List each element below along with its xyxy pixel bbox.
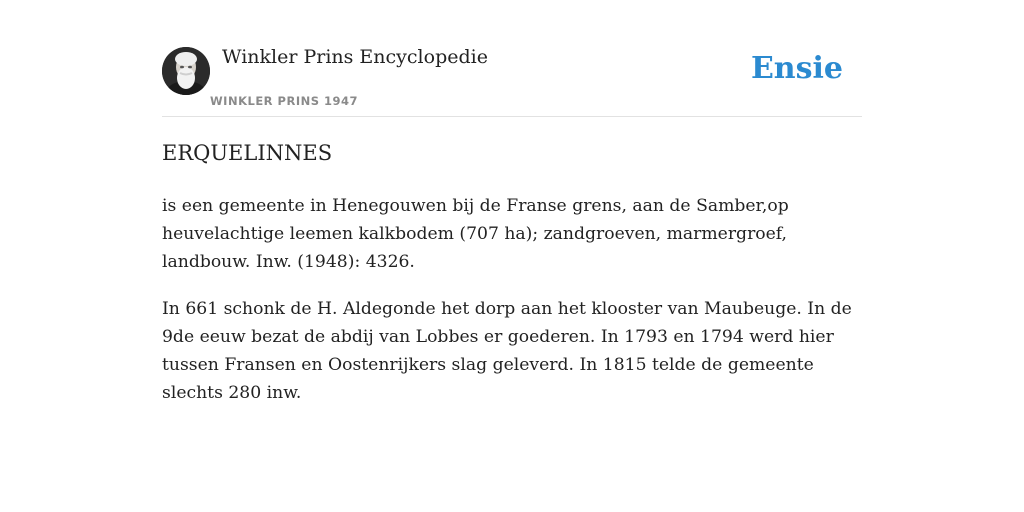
article-title: ERQUELINNES	[162, 141, 333, 165]
article-paragraph: In 661 schonk de H. Aldegonde het dorp aan het klooster van Maubeuge. In de 9de eeuw bezat de abdij van Lobbes er goederen. In 1793 en 1794 werd hier tussen Fransen en Oostenrijkers slag geleverd. In 1815 telde de gemeente slechts 280 inw.	[162, 299, 852, 403]
avatar[interactable]	[162, 47, 210, 95]
source-header	[162, 46, 862, 117]
ensie-logo[interactable]: Ensie	[750, 51, 843, 86]
source-title-link[interactable]: Winkler Prins Encyclopedie	[222, 46, 488, 68]
portrait-avatar-icon	[162, 47, 210, 95]
article-body	[162, 192, 872, 426]
article-paragraph: is een gemeente in Henegouwen bij de Franse grens, aan de Samber,op heuvelachtige leemen kalkbodem (707 ha); zandgroeven, marmergroef, landbouw. Inw. (1948): 4326.	[162, 196, 789, 272]
source-subtitle: WINKLER PRINS 1947	[210, 94, 359, 108]
